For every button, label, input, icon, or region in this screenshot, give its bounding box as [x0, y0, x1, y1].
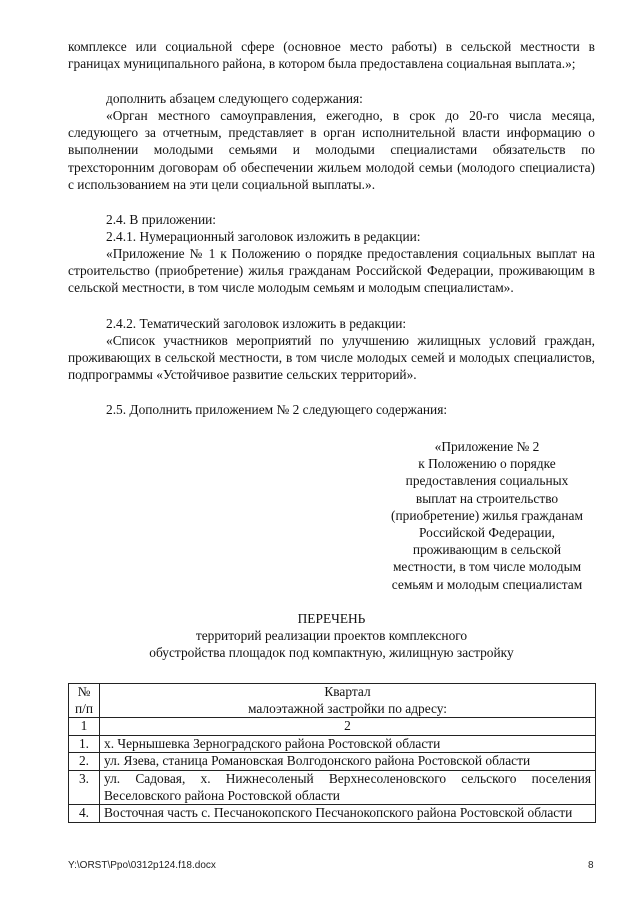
territories-table: [68, 683, 596, 823]
row-num-cell: 2.: [69, 753, 100, 771]
table-row: [69, 805, 596, 823]
header-num-label: п/п: [74, 700, 94, 716]
header-address-label: малоэтажной застройки по адресу:: [247, 700, 448, 716]
appendix-2-caption: [372, 438, 602, 593]
list-heading: [68, 610, 595, 662]
row-address-cell: ул. Садовая, х. Нижнесоленый Верхнесоленовского сельского поселения Веселовского района Ростовской области: [100, 770, 596, 804]
list-heading-line: территорий реализации проектов комплексного: [195, 628, 468, 644]
paragraph-2-4-1: 2.4.1. Нумерационный заголовок изложить в редакции:: [106, 229, 421, 244]
appendix-line: (приобретение) жилья гражданам: [391, 507, 583, 523]
table-header-row: [69, 684, 596, 718]
table-row: [69, 753, 596, 771]
footer-file-path: Y:\ORST\Ppo\0312p124.f18.docx: [68, 860, 216, 871]
header-address-label: Квартал: [324, 684, 371, 699]
table-row: [69, 770, 596, 804]
appendix-line: «Приложение № 2: [434, 439, 540, 454]
paragraph-appendix-1-title: «Приложение № 1 к Положению о порядке предоставления социальных выплат на строительство (приобретение) жилья гражданам Российской Федерации, проживающим в сельской местности, в том числе молодым семьям и молодым специалистам».: [68, 246, 595, 296]
row-num-cell: 4.: [69, 805, 100, 823]
row-num-cell: 3.: [69, 770, 100, 804]
row-address-cell: Восточная часть с. Песчанокопского Песчанокопского района Ростовской области: [100, 805, 596, 823]
paragraph-2-4-2: 2.4.2. Тематический заголовок изложить в редакции:: [106, 316, 407, 331]
appendix-line: семьям и молодым специалистам: [391, 576, 583, 592]
appendix-line: проживающим в сельской: [412, 542, 562, 558]
appendix-line: выплат на строительство: [415, 490, 559, 506]
table-row: [69, 735, 596, 753]
appendix-line: к Положению о порядке: [418, 456, 556, 472]
paragraph-quoted-clause: «Орган местного самоуправления, ежегодно, в срок до 20-го числа месяца, следующего за отчетным, представляет в орган исполнительной власти информацию о выполнении молодыми семьями и молодыми специалистами обязательств по трехсторонним договорам об обеспечении жильем молодой семьи (молодого специалиста) с использованием на эти цели социальной выплаты.».: [68, 108, 595, 192]
row-address-cell: ул. Язева, станица Романовская Волгодонского района Ростовской области: [100, 753, 596, 771]
appendix-line: предоставления социальных: [405, 473, 569, 489]
paragraph-continuation: комплексе или социальной сфере (основное место работы) в сельской местности в границах муниципального района, в котором была предоставлена социальная выплата.»;: [68, 39, 595, 72]
table-index-row: [69, 718, 596, 736]
row-address-cell: х. Чернышевка Зерноградского района Ростовской области: [100, 735, 596, 753]
footer-page-number: 8: [588, 860, 594, 871]
header-address-cell: [100, 684, 596, 718]
appendix-line: местности, в том числе молодым: [392, 559, 582, 575]
row-num-cell: 1.: [69, 735, 100, 753]
header-num-cell: [69, 684, 100, 718]
index-address-cell: 2: [100, 718, 596, 736]
appendix-line: Российской Федерации,: [419, 525, 555, 541]
paragraph-add-clause: дополнить абзацем следующего содержания:: [106, 91, 363, 106]
list-heading-line: обустройства площадок под компактную, жилищную застройку: [149, 645, 514, 661]
paragraph-list-title: «Список участников мероприятий по улучшению жилищных условий граждан, проживающих в сельской местности, в том числе молодых семей и молодых специалистов, подпрограммы «Устойчивое развитие сельских территорий».: [68, 333, 595, 383]
paragraph-2-4: 2.4. В приложении:: [106, 212, 217, 227]
header-num-label: №: [77, 684, 91, 699]
paragraph-2-5: 2.5. Дополнить приложением № 2 следующего содержания:: [106, 402, 448, 417]
index-num-cell: 1: [69, 718, 100, 736]
list-heading-title: ПЕРЕЧЕНЬ: [297, 611, 366, 626]
